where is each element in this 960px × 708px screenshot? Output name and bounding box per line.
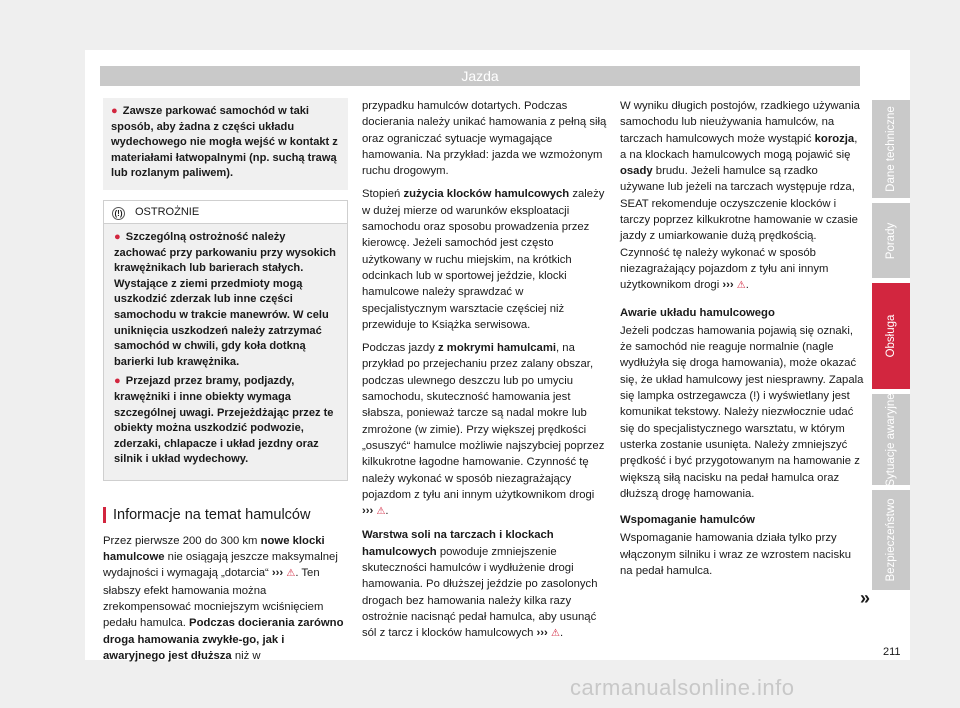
warning-icon: ⚠ <box>376 506 386 518</box>
intro-note-text: Zawsze parkować samochód w taki sposób, aby żadna z części układu wydechowego nie mogła wejść w kontakt z materiałami łatwopalnymi (np. suchą trawą lub rozlanym paliwem). <box>111 105 338 180</box>
caution-label: OSTROŻNIE <box>135 205 200 218</box>
warning-icon: ⚠ <box>550 628 560 640</box>
warning-icon: ⚠ <box>286 568 296 580</box>
cross-reference-link[interactable]: ››› <box>536 627 548 640</box>
paragraph: Przez pierwsze 200 do 300 km nowe klocki hamulcowe nie osiągają jeszcze maksymalnej wydajności i wymagają „dotarcia“ ››› ⚠. Ten słabszy efekt hamowania można zrekompensować mocniejszym wciśnięciem pedału hamulca. Podczas docierania zarówno droga hamowania zwykłe-go, jak i awaryjnego jest dłuższa niż w <box>103 534 344 662</box>
bullet-icon: ● <box>114 230 121 243</box>
tab-dane-techniczne[interactable]: Dane techniczne <box>872 100 910 198</box>
column-1 <box>103 98 348 671</box>
continue-arrow-icon: » <box>860 588 871 608</box>
warning-icon: ⚠ <box>736 280 746 292</box>
tab-porady[interactable]: Porady <box>872 203 910 278</box>
subheading: Awarie układu hamulcowego <box>620 306 775 319</box>
paragraph: Podczas jazdy z mokrymi hamulcami, na przykład po przejechaniu przez zalany obszar, podczas ulewnego deszczu lub po umyciu samochodu, skuteczność hamowania jest słabsza, ponieważ tarcze są nadal mokre lub zmrożone (w zimie). Przy większej prędkości „osuszyć“ hamulce możliwie najszybciej poprzez kilkukrotne łagodne hamowanie. Czynność tę należy wykonać w sposób niezagrażający pojazdom z tyłu ani innym użytkownikom drogi ››› ⚠. <box>362 342 605 518</box>
caution-header <box>104 201 347 224</box>
page-number: 211 <box>883 646 901 658</box>
column-2 <box>362 98 607 650</box>
tab-obsluga[interactable]: Obsługa <box>872 283 910 389</box>
paragraph: przypadku hamulców dotartych. Podczas docierania należy unikać hamowania z pełną siłą oraz ograniczać sytuacje wymagające hamowania. Na przykład: jazda we wzmożonym ruchu drogowym. <box>362 100 607 178</box>
chapter-header: Jazda <box>100 66 860 86</box>
paragraph: Stopień zużycia klocków hamulcowych zależy w dużej mierze od warunków eksploatacji samochodu oraz sposobu prowadzenia przez kierowcę. Jeżeli samochód jest często użytkowany w ruchu miejskim, na krótkich odcinkach lub w sportowej jeździe, klocki hamulcowe należy sprawdzać w specjalistycznym warsztacie częściej niż przewiduje to Książka serwisowa. <box>362 188 605 331</box>
paragraph: Jeżeli podczas hamowania pojawią się oznaki, że samochód nie reaguje normalnie (nagle wydłużyła się droga hamowania), może okazać się, że układ hamulcowy jest niesprawny. Zapala się lampka ostrzegawcza (!) i wyświetlany jest komunikat tekstowy. Należy niezwłocznie udać się do specjalistycznego warsztatu, w którym usterka zostanie usunięta. Należy zmniejszyć prędkość i być przygotowanym na hamowanie z większą siłą nacisku na pedał hamulca oraz dłuższą drogę hamowania. <box>620 324 864 500</box>
watermark: carmanualsonline.info <box>570 675 795 700</box>
cross-reference-link[interactable]: ››› <box>722 279 734 292</box>
tab-sytuacje-awaryjne[interactable]: Sytuacje awaryjne <box>872 394 910 485</box>
caution-item: ● Przejazd przez bramy, podjazdy, krawężniki i inne obiekty wymaga szczególnej uwagi. Przejeżdżając przez te obiekty można uszkodzić podwozie, zderzaki, chlapacze i układ jezdny oraz silnik i układ wydechowy. <box>114 375 334 466</box>
caution-body <box>104 224 347 480</box>
cross-reference-link[interactable]: ››› <box>362 505 374 518</box>
bullet-icon: ● <box>114 375 121 388</box>
subheading: Wspomaganie hamulców <box>620 514 755 527</box>
paragraph: Wspomaganie hamowania działa tylko przy włączonym silniku i wraz ze wzrostem nacisku na pedał hamulca. <box>620 532 852 578</box>
caution-icon: (!) <box>112 207 125 220</box>
section-title: Informacje na temat hamulców <box>103 507 348 523</box>
bullet-icon: ● <box>111 105 118 117</box>
paragraph: Warstwa soli na tarczach i klockach hamulcowych powoduje zmniejszenie skuteczności hamulców i wydłużenie drogi hamowania. Po dłuższej jeździe po zasolonych drogach bez hamowania należy kilka razy ostrożnie nacisnąć pedał hamulca, aby usunąć sól z tarcz i klocków hamulcowych ››› ⚠. <box>362 529 598 640</box>
tab-bezpieczenstwo[interactable]: Bezpieczeństwo <box>872 490 910 590</box>
intro-note <box>103 98 348 190</box>
brake-warning-lamp-icon: (!) <box>749 390 761 403</box>
caution-box <box>103 200 348 481</box>
cross-reference-link[interactable]: ››› <box>271 567 284 580</box>
column-3 <box>620 98 865 586</box>
paragraph: W wyniku długich postojów, rzadkiego używania samochodu lub nieużywania hamulców, na tarczach hamulcowych może wystąpić korozja, a na klockach hamulcowych mogą pojawić się osady brudu. Jeżeli hamulce są rzadko używane lub jeżeli na tarczach występuje rdza, SEAT rekomenduje oczyszczenie klocków i tarczy poprzez kilkukrotne hamowanie w czasie jazdy z umiarkowanie dużą prędkością. Czynność tę należy wykonać w sposób niezagrażający pojazdom z tyłu ani innym użytkownikom drogi ››› ⚠. <box>620 100 860 292</box>
caution-item: ● Szczególną ostrożność należy zachować przy parkowaniu przy wysokich krawężnikach lub barierach stałych. Wystające z ziemi przedmioty mogą uszkodzić zderzak lub inne części samochodu w trakcie manewrów. W celu uniknięcia uszkodzeń należy zatrzymać samochód w chwili, gdy koła dotkną barierki lub krawężnika. <box>114 230 336 368</box>
